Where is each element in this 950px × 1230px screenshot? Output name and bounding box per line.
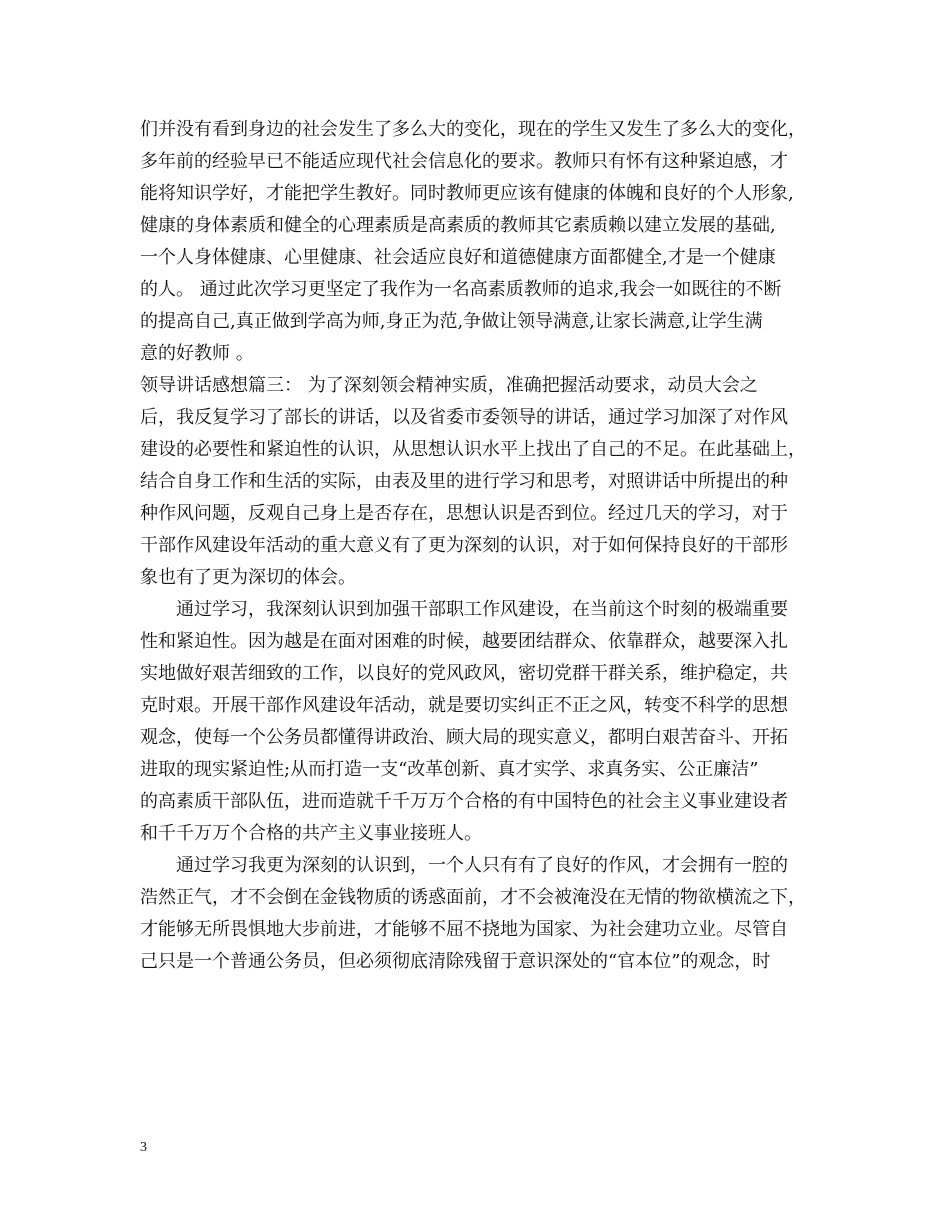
text-line: 己只是一个普通公务员，但必须彻底清除残留于意识深处的“官本位”的观念，时 [140,951,771,972]
text-line: 们并没有看到身边的社会发生了多么大的变化，现在的学生又发生了多么大的变化， [140,119,806,140]
document-body [140,114,820,978]
text-line: 建设的必要性和紧迫性的认识，从思想认识水平上找出了自己的不足。在此基础上， [140,439,806,460]
text-line: 象也有了更为深切的体会。 [140,567,356,588]
text-line: 多年前的经验早已不能适应现代社会信息化的要求。教师只有怀有这种紧迫感，才 [140,151,788,172]
text-line: 进取的现实紧迫性;从而打造一支“改革创新、真才实学、求真务实、公正廉洁” [140,759,759,780]
text-line: 干部作风建设年活动的重大意义有了更为深刻的认识，对于如何保持良好的干部形 [140,535,788,556]
text-line: 通过学习，我深刻认识到加强干部职工作风建设，在当前这个时刻的极端重要 [176,599,788,620]
text-line: 浩然正气，才不会倒在金钱物质的诱惑面前，才不会被淹没在无情的物欲横流之下， [140,887,806,908]
text-line: 才能够无所畏惧地大步前进，才能够不屈不挠地为国家、为社会建功立业。尽管自 [140,919,788,940]
text-line: 一个人身体健康、心里健康、社会适应良好和道德健康方面都健全,才是一个健康 [140,247,776,268]
text-line: 实地做好艰苦细致的工作，以良好的党风政风，密切党群干群关系，维护稳定，共 [140,663,788,684]
text-line: 通过学习我更为深刻的认识到，一个人只有有了良好的作风，才会拥有一腔的 [176,855,788,876]
text-line: 种作风问题，反观自己身上是否存在，思想认识是否到位。经过几天的学习，对于 [140,503,788,524]
text-line: 后，我反复学习了部长的讲话，以及省委市委领导的讲话，通过学习加深了对作风 [140,407,788,428]
page-number: 3 [140,1140,147,1155]
text-line: 克时艰。开展干部作风建设年活动，就是要切实纠正不正之风，转变不科学的思想 [140,695,788,716]
text-line: 的高素质干部队伍，进而造就千千万万个合格的有中国特色的社会主义事业建设者 [140,791,788,812]
text-line: 健康的身体素质和健全的心理素质是高素质的教师其它素质赖以建立发展的基础, [140,215,776,236]
text-line: 观念，使每一个公务员都懂得讲政治、顾大局的现实意义，都明白艰苦奋斗、开拓 [140,727,788,748]
text-line: 的人。 通过此次学习更坚定了我作为一名高素质教师的追求,我会一如既往的不断 [140,279,782,300]
text-line: 和千千万万个合格的共产主义事业接班人。 [140,823,482,844]
text-line: 意的好教师 。 [140,343,254,364]
text-line: 领导讲话感想篇三： 为了深刻领会精神实质，准确把握活动要求，动员大会之 [140,375,758,396]
text-line: 的提高自己,真正做到学高为师,身正为范,争做让领导满意,让家长满意,让学生满 [140,311,763,332]
text-line: 能将知识学好，才能把学生教好。同时教师更应该有健康的体魄和良好的个人形象, [140,183,794,204]
text-line: 性和紧迫性。因为越是在面对困难的时候，越要团结群众、依靠群众，越要深入扎 [140,631,788,652]
text-line: 结合自身工作和生活的实际，由表及里的进行学习和思考，对照讲话中所提出的种 [140,471,788,492]
